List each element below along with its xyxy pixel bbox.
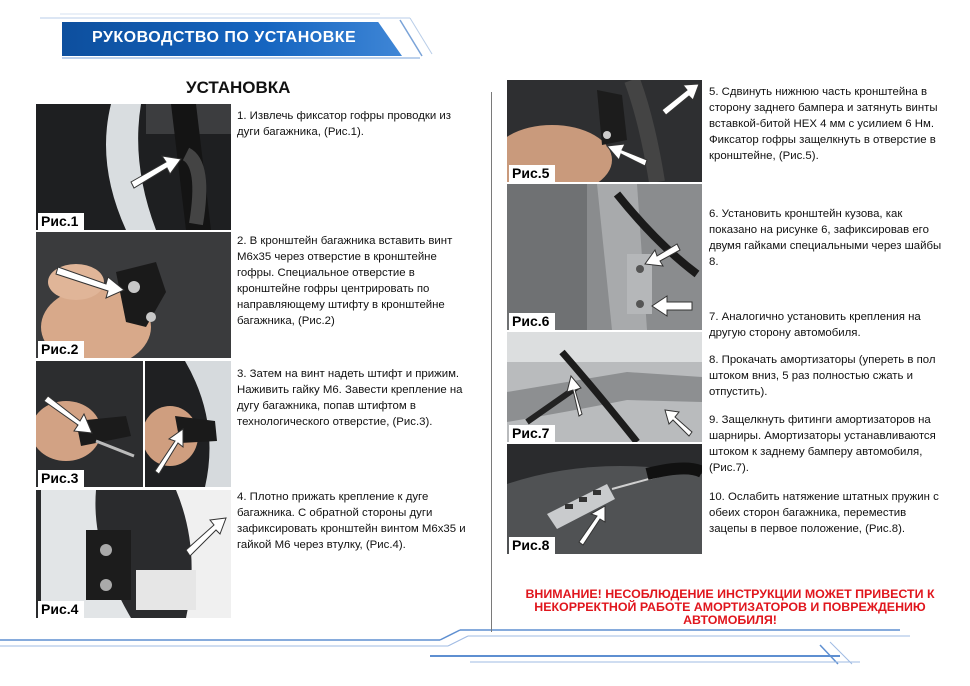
step-9: 9. Защелкнуть фитинги амортизаторов на шарниры. Амортизаторы устанавливаются штоком к заднему бамперу автомобиля, (Рис.7). <box>709 414 936 474</box>
figure-8-label: Рис.8 <box>509 537 555 554</box>
step-3: 3. Затем на винт надеть штифт и прижим. Наживить гайку М6. Завести крепление на дугу багажника, попав штифтом в технологического отверстие, (Рис.3). <box>237 368 463 428</box>
figure-6-label: Рис.6 <box>509 313 555 330</box>
figure-2-label: Рис.2 <box>38 341 84 358</box>
figure-5-label: Рис.5 <box>509 165 555 182</box>
figure-5-photo <box>507 80 702 182</box>
step-5: 5. Сдвинуть нижнюю часть кронштейна в сторону заднего бампера и затянуть винты вставкой-битой HEX 4 мм с усилием 6 Нм. Фиксатор гофры защелкнуть в отверстие в кронштейне, (Рис.5). <box>709 86 938 162</box>
figure-6-photo <box>507 184 702 330</box>
step-8: 8. Прокачать амортизаторы (упереть в пол штоком вниз, 5 раз полностью сжать и отпустить). <box>709 354 936 398</box>
page-title: РУКОВОДСТВО ПО УСТАНОВКЕ <box>92 29 357 46</box>
step-1: 1. Извлечь фиксатор гофры проводки из дуги багажника, (Рис.1). <box>237 110 451 138</box>
figure-3-photo-right <box>145 361 231 487</box>
step-10: 10. Ослабить натяжение штатных пружин с обеих сторон багажника, переместив зацепы в первое положение, (Рис.8). <box>709 491 939 535</box>
step-7: 7. Аналогично установить крепления на другую сторону автомобиля. <box>709 311 921 339</box>
step-4: 4. Плотно прижать крепление к дуге багажника. С обратной стороны дуги зафиксировать кронштейн винтом М6х35 и гайкой М6 через втулку, (Рис.4). <box>237 491 466 551</box>
figure-3-label: Рис.3 <box>38 470 84 487</box>
step-6: 6. Установить кронштейн кузова, как показано на рисунке 6, зафиксировав его двумя гайками специальными через шайбы 8. <box>709 208 942 268</box>
figure-8-photo <box>507 444 702 554</box>
step-2: 2. В кронштейн багажника вставить винт М6х35 через отверстие в кронштейне гофры. Специальное отверстие в кронштейне гофры центрировать по направляющему штифту в кронштейне багажника, (Рис.2) <box>237 235 453 327</box>
figure-2-photo <box>36 232 231 358</box>
figure-1-photo <box>36 104 231 230</box>
column-divider <box>491 92 492 632</box>
figure-7-label: Рис.7 <box>509 425 555 442</box>
figure-7-photo <box>507 332 702 442</box>
warning-text: ВНИМАНИЕ! НЕСОБЛЮДЕНИЕ ИНСТРУКЦИИ МОЖЕТ ПРИВЕСТИ К НЕКОРРЕКТНОЙ РАБОТЕ АМОРТИЗАТОРОВ И ПОВРЕЖДЕНИЮ АВТОМОБИЛЯ! <box>525 587 935 627</box>
figure-4-photo <box>36 490 231 618</box>
figure-1-label: Рис.1 <box>38 213 84 230</box>
figure-3-photo-left <box>36 361 143 487</box>
section-title: УСТАНОВКА <box>186 78 291 97</box>
figure-4-label: Рис.4 <box>38 601 84 618</box>
